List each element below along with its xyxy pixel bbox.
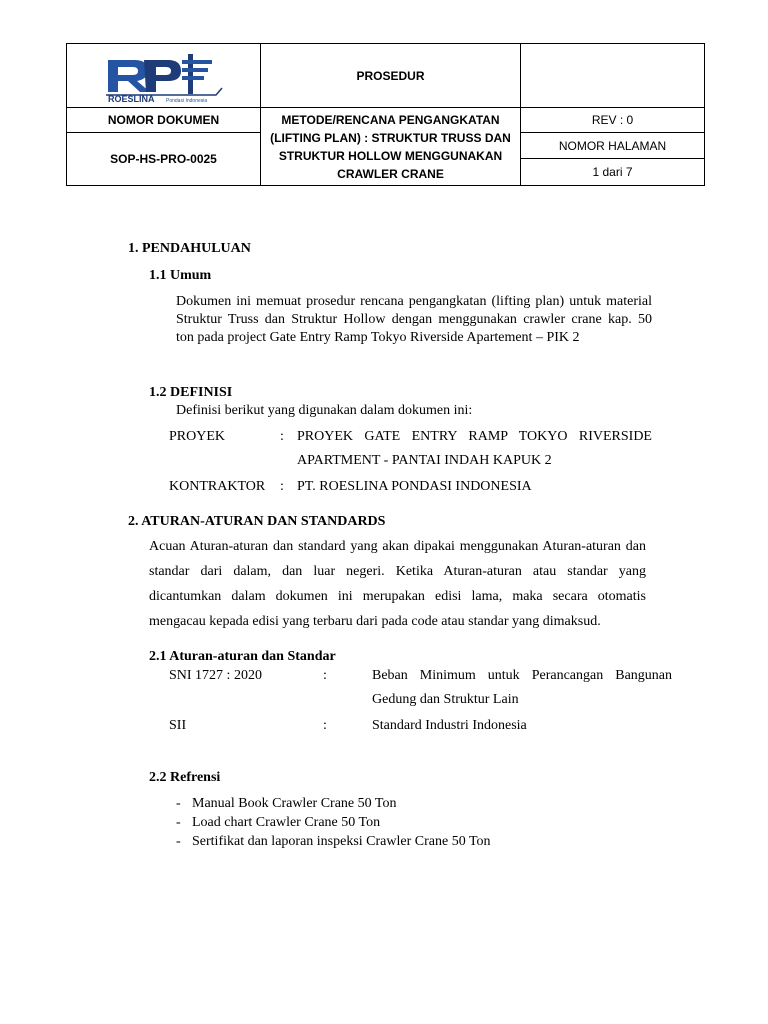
paragraph-line: Struktur Truss dan Struktur Hollow dengan menggunakan crawler crane kap. 50: [176, 312, 652, 327]
definition-term: KONTRAKTOR: [169, 479, 266, 494]
standard-desc: Beban Minimum untuk Perancangan Bangunan: [372, 668, 672, 683]
definition-value: PT. ROESLINA PONDASI INDONESIA: [297, 479, 532, 494]
paragraph-line: ton pada project Gate Entry Ramp Tokyo Riverside Apartement – PIK 2: [176, 330, 580, 345]
title-line: STRUKTUR HOLLOW MENGGUNAKAN: [278, 148, 503, 163]
halaman-value: 1 dari 7: [521, 159, 705, 186]
definition-term: PROYEK: [169, 429, 226, 444]
bullet: -: [176, 834, 181, 849]
section-1-1-title: 1.1 Umum: [149, 268, 212, 283]
document-title: [261, 108, 521, 186]
nomor-dokumen-label: NOMOR DOKUMEN: [67, 108, 261, 133]
definition-sep: :: [280, 479, 284, 494]
logo-text: ROESLINA: [107, 93, 155, 104]
definition-intro: Definisi berikut yang digunakan dalam dokumen ini:: [176, 403, 473, 418]
reference-item: Load chart Crawler Crane 50 Ton: [192, 815, 381, 830]
standard-desc: Gedung dan Struktur Lain: [372, 692, 519, 707]
paragraph-line: standar dari dalam, dan luar negeri. Ketika Aturan-aturan atau standar yang: [149, 564, 646, 579]
standard-sep: :: [323, 668, 327, 683]
logo-cell: [67, 44, 261, 108]
bullet: -: [176, 815, 181, 830]
nomor-dokumen-value: SOP-HS-PRO-0025: [67, 133, 261, 186]
standard-sep: :: [323, 718, 327, 733]
revision: REV : 0: [521, 108, 705, 133]
empty-cell: [521, 44, 705, 108]
paragraph-line: Acuan Aturan-aturan dan standard yang akan dipakai menggunakan Aturan-aturan dan: [149, 539, 646, 554]
paragraph-line: mengacau kepada edisi yang terbaru dari pada code atau standar yang dimaksud.: [149, 614, 601, 629]
section-2-2-title: 2.2 Refrensi: [149, 770, 221, 785]
title-line: CRAWLER CRANE: [337, 166, 444, 181]
section-1-title: 1. PENDAHULUAN: [128, 241, 251, 256]
definition-value: APARTMENT - PANTAI INDAH KAPUK 2: [297, 453, 552, 468]
standard-code: SII: [169, 718, 187, 733]
nomor-halaman-label: NOMOR HALAMAN: [521, 133, 705, 159]
definition-value: PROYEK GATE ENTRY RAMP TOKYO RIVERSIDE: [297, 429, 652, 444]
standard-code: SNI 1727 : 2020: [169, 668, 262, 683]
standard-desc: Standard Industri Indonesia: [372, 718, 527, 733]
paragraph-line: Dokumen ini memuat prosedur rencana pengangkatan (lifting plan) untuk material: [176, 294, 652, 309]
definition-sep: :: [280, 429, 284, 444]
title-line: (LIFTING PLAN) : STRUKTUR TRUSS DAN: [270, 130, 511, 145]
title-line: METODE/RENCANA PENGANGKATAN: [281, 112, 500, 127]
reference-item: Sertifikat dan laporan inspeksi Crawler Crane 50 Ton: [192, 834, 491, 849]
bullet: -: [176, 796, 181, 811]
paragraph-line: dicantumkan dalam dokumen ini merupakan edisi lama, maka secara otomatis: [149, 589, 646, 604]
reference-item: Manual Book Crawler Crane 50 Ton: [192, 796, 397, 811]
logo-subtext: Pondasi Indonesia: [165, 97, 207, 104]
document-header-table: [66, 43, 705, 186]
section-2-1-title: 2.1 Aturan-aturan dan Standar: [149, 649, 336, 664]
section-1-2-title: 1.2 DEFINISI: [149, 385, 233, 400]
prosedur-label: PROSEDUR: [261, 44, 521, 108]
company-logo: [104, 48, 224, 104]
section-2-title: 2. ATURAN-ATURAN DAN STANDARDS: [128, 514, 386, 529]
